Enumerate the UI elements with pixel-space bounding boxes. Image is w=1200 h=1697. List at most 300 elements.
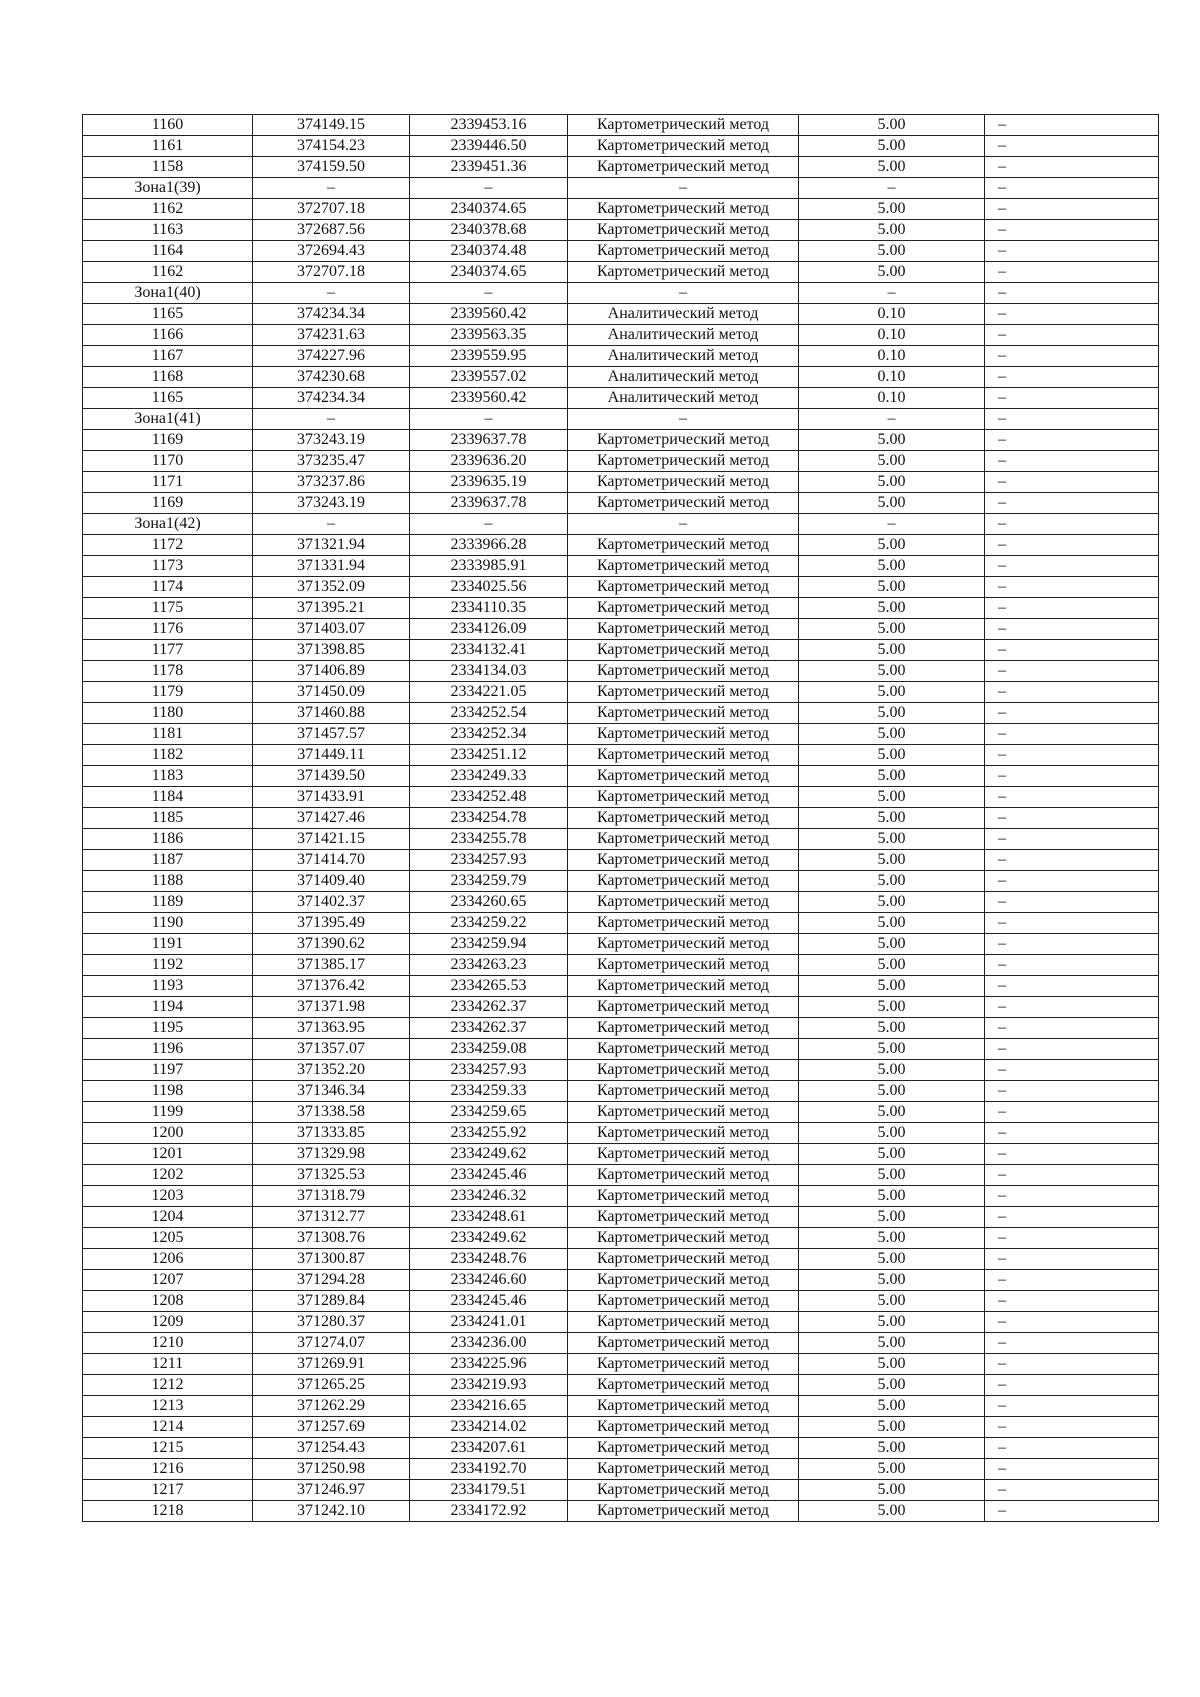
note-cell: – (985, 1417, 1159, 1438)
table-row (83, 1354, 1159, 1375)
method-cell: Картометрический метод (568, 997, 799, 1018)
zone-header-row (83, 514, 1159, 535)
note-cell: – (985, 682, 1159, 703)
y-coordinate-cell: 2334251.12 (410, 745, 568, 766)
y-coordinate-cell: 2339446.50 (410, 136, 568, 157)
accuracy-cell: 0.10 (799, 325, 985, 346)
table-row (83, 1375, 1159, 1396)
method-cell: Картометрический метод (568, 619, 799, 640)
y-coordinate-cell: 2334110.35 (410, 598, 568, 619)
point-number-cell: 1189 (83, 892, 253, 913)
accuracy-cell: 5.00 (799, 1291, 985, 1312)
table-row (83, 1396, 1159, 1417)
y-coordinate-cell: – (410, 283, 568, 304)
note-cell: – (985, 1354, 1159, 1375)
point-number-cell: Зона1(39) (83, 178, 253, 199)
point-number-cell: 1198 (83, 1081, 253, 1102)
point-number-cell: 1214 (83, 1417, 253, 1438)
point-number-cell: 1210 (83, 1333, 253, 1354)
y-coordinate-cell: 2339557.02 (410, 367, 568, 388)
point-number-cell: 1161 (83, 136, 253, 157)
note-cell: – (985, 1480, 1159, 1501)
method-cell: Картометрический метод (568, 157, 799, 178)
table-row (83, 1480, 1159, 1501)
point-number-cell: 1174 (83, 577, 253, 598)
point-number-cell: 1191 (83, 934, 253, 955)
table-row (83, 850, 1159, 871)
table-row (83, 1123, 1159, 1144)
y-coordinate-cell: 2334245.46 (410, 1165, 568, 1186)
point-number-cell: 1165 (83, 304, 253, 325)
method-cell: Картометрический метод (568, 535, 799, 556)
y-coordinate-cell: 2334236.00 (410, 1333, 568, 1354)
table-row (83, 388, 1159, 409)
table-row (83, 1018, 1159, 1039)
x-coordinate-cell: 371363.95 (253, 1018, 410, 1039)
x-coordinate-cell: 371449.11 (253, 745, 410, 766)
method-cell: Картометрический метод (568, 1165, 799, 1186)
method-cell: Картометрический метод (568, 640, 799, 661)
note-cell: – (985, 1291, 1159, 1312)
table-row (83, 157, 1159, 178)
point-number-cell: 1173 (83, 556, 253, 577)
table-row (83, 535, 1159, 556)
x-coordinate-cell: 371331.94 (253, 556, 410, 577)
accuracy-cell: – (799, 178, 985, 199)
table-row (83, 493, 1159, 514)
x-coordinate-cell: 371439.50 (253, 766, 410, 787)
note-cell: – (985, 1123, 1159, 1144)
x-coordinate-cell: 372707.18 (253, 262, 410, 283)
y-coordinate-cell: 2339451.36 (410, 157, 568, 178)
method-cell: Аналитический метод (568, 388, 799, 409)
note-cell: – (985, 157, 1159, 178)
table-row (83, 997, 1159, 1018)
method-cell: Картометрический метод (568, 1102, 799, 1123)
y-coordinate-cell: 2334241.01 (410, 1312, 568, 1333)
y-coordinate-cell: 2339637.78 (410, 430, 568, 451)
method-cell: Картометрический метод (568, 1333, 799, 1354)
note-cell: – (985, 1165, 1159, 1186)
accuracy-cell: 5.00 (799, 241, 985, 262)
y-coordinate-cell: 2339637.78 (410, 493, 568, 514)
y-coordinate-cell: 2334259.65 (410, 1102, 568, 1123)
accuracy-cell: 5.00 (799, 913, 985, 934)
accuracy-cell: 5.00 (799, 493, 985, 514)
table-row (83, 304, 1159, 325)
method-cell: Картометрический метод (568, 850, 799, 871)
table-row (83, 1039, 1159, 1060)
accuracy-cell: 5.00 (799, 262, 985, 283)
x-coordinate-cell: 373237.86 (253, 472, 410, 493)
x-coordinate-cell: 371414.70 (253, 850, 410, 871)
table-row (83, 262, 1159, 283)
table-row (83, 1249, 1159, 1270)
accuracy-cell: 5.00 (799, 745, 985, 766)
y-coordinate-cell: 2334262.37 (410, 1018, 568, 1039)
point-number-cell: 1217 (83, 1480, 253, 1501)
note-cell: – (985, 1144, 1159, 1165)
accuracy-cell: 5.00 (799, 1270, 985, 1291)
y-coordinate-cell: 2334249.62 (410, 1144, 568, 1165)
note-cell: – (985, 745, 1159, 766)
note-cell: – (985, 766, 1159, 787)
y-coordinate-cell: 2334207.61 (410, 1438, 568, 1459)
note-cell: – (985, 1312, 1159, 1333)
accuracy-cell: 5.00 (799, 451, 985, 472)
method-cell: Картометрический метод (568, 1291, 799, 1312)
accuracy-cell: 5.00 (799, 1249, 985, 1270)
point-number-cell: 1200 (83, 1123, 253, 1144)
y-coordinate-cell: 2334252.34 (410, 724, 568, 745)
point-number-cell: 1211 (83, 1354, 253, 1375)
method-cell: Картометрический метод (568, 1312, 799, 1333)
x-coordinate-cell: 371289.84 (253, 1291, 410, 1312)
table-row (83, 976, 1159, 997)
accuracy-cell: 5.00 (799, 1312, 985, 1333)
y-coordinate-cell: 2334254.78 (410, 808, 568, 829)
y-coordinate-cell: 2334248.76 (410, 1249, 568, 1270)
x-coordinate-cell: 371427.46 (253, 808, 410, 829)
method-cell: Картометрический метод (568, 115, 799, 136)
accuracy-cell: – (799, 283, 985, 304)
accuracy-cell: 5.00 (799, 640, 985, 661)
x-coordinate-cell: 371280.37 (253, 1312, 410, 1333)
table-row (83, 451, 1159, 472)
point-number-cell: 1186 (83, 829, 253, 850)
accuracy-cell: 5.00 (799, 1417, 985, 1438)
x-coordinate-cell: 371406.89 (253, 661, 410, 682)
accuracy-cell: 5.00 (799, 1354, 985, 1375)
table-row (83, 598, 1159, 619)
y-coordinate-cell: 2334225.96 (410, 1354, 568, 1375)
y-coordinate-cell: 2334246.60 (410, 1270, 568, 1291)
method-cell: – (568, 178, 799, 199)
x-coordinate-cell: 371257.69 (253, 1417, 410, 1438)
accuracy-cell: 5.00 (799, 850, 985, 871)
point-number-cell: 1187 (83, 850, 253, 871)
point-number-cell: 1196 (83, 1039, 253, 1060)
point-number-cell: 1169 (83, 430, 253, 451)
x-coordinate-cell: 374234.34 (253, 304, 410, 325)
note-cell: – (985, 304, 1159, 325)
y-coordinate-cell: 2339453.16 (410, 115, 568, 136)
point-number-cell: 1216 (83, 1459, 253, 1480)
note-cell: – (985, 556, 1159, 577)
point-number-cell: 1213 (83, 1396, 253, 1417)
y-coordinate-cell: 2339636.20 (410, 451, 568, 472)
note-cell: – (985, 514, 1159, 535)
note-cell: – (985, 451, 1159, 472)
method-cell: Картометрический метод (568, 1018, 799, 1039)
point-number-cell: 1160 (83, 115, 253, 136)
x-coordinate-cell: 371390.62 (253, 934, 410, 955)
table-row (83, 1102, 1159, 1123)
accuracy-cell: 5.00 (799, 1018, 985, 1039)
method-cell: Картометрический метод (568, 787, 799, 808)
point-number-cell: 1188 (83, 871, 253, 892)
accuracy-cell: 5.00 (799, 556, 985, 577)
method-cell: Картометрический метод (568, 1501, 799, 1522)
method-cell: Картометрический метод (568, 934, 799, 955)
y-coordinate-cell: 2334257.93 (410, 1060, 568, 1081)
x-coordinate-cell: 374154.23 (253, 136, 410, 157)
note-cell: – (985, 619, 1159, 640)
note-cell: – (985, 262, 1159, 283)
x-coordinate-cell: 371254.43 (253, 1438, 410, 1459)
table-row (83, 1333, 1159, 1354)
x-coordinate-cell: 371450.09 (253, 682, 410, 703)
note-cell: – (985, 472, 1159, 493)
y-coordinate-cell: 2334255.78 (410, 829, 568, 850)
zone-header-row (83, 283, 1159, 304)
method-cell: Картометрический метод (568, 1270, 799, 1291)
method-cell: – (568, 514, 799, 535)
note-cell: – (985, 199, 1159, 220)
note-cell: – (985, 598, 1159, 619)
accuracy-cell: 5.00 (799, 703, 985, 724)
y-coordinate-cell: 2333985.91 (410, 556, 568, 577)
accuracy-cell: 0.10 (799, 388, 985, 409)
table-row (83, 955, 1159, 976)
x-coordinate-cell: 371262.29 (253, 1396, 410, 1417)
point-number-cell: 1177 (83, 640, 253, 661)
x-coordinate-cell: 371300.87 (253, 1249, 410, 1270)
note-cell: – (985, 808, 1159, 829)
note-cell: – (985, 577, 1159, 598)
method-cell: Картометрический метод (568, 724, 799, 745)
y-coordinate-cell: 2334257.93 (410, 850, 568, 871)
x-coordinate-cell: 371269.91 (253, 1354, 410, 1375)
x-coordinate-cell: – (253, 409, 410, 430)
x-coordinate-cell: 371325.53 (253, 1165, 410, 1186)
method-cell: Картометрический метод (568, 136, 799, 157)
table-row (83, 1312, 1159, 1333)
x-coordinate-cell: 374227.96 (253, 346, 410, 367)
table-row (83, 1144, 1159, 1165)
method-cell: Картометрический метод (568, 1039, 799, 1060)
y-coordinate-cell: 2334265.53 (410, 976, 568, 997)
accuracy-cell: 5.00 (799, 1102, 985, 1123)
coordinates-table-body (83, 115, 1159, 1522)
point-number-cell: 1168 (83, 367, 253, 388)
accuracy-cell: 5.00 (799, 115, 985, 136)
table-row (83, 1438, 1159, 1459)
method-cell: Картометрический метод (568, 430, 799, 451)
y-coordinate-cell: 2334216.65 (410, 1396, 568, 1417)
x-coordinate-cell: – (253, 283, 410, 304)
note-cell: – (985, 724, 1159, 745)
table-row (83, 577, 1159, 598)
point-number-cell: 1179 (83, 682, 253, 703)
table-row (83, 1081, 1159, 1102)
x-coordinate-cell: 371457.57 (253, 724, 410, 745)
accuracy-cell: 5.00 (799, 1060, 985, 1081)
point-number-cell: 1201 (83, 1144, 253, 1165)
accuracy-cell: 5.00 (799, 1123, 985, 1144)
note-cell: – (985, 1207, 1159, 1228)
accuracy-cell: 5.00 (799, 220, 985, 241)
table-row (83, 346, 1159, 367)
accuracy-cell: 5.00 (799, 1396, 985, 1417)
x-coordinate-cell: 371403.07 (253, 619, 410, 640)
note-cell: – (985, 1018, 1159, 1039)
method-cell: Картометрический метод (568, 913, 799, 934)
accuracy-cell: 0.10 (799, 346, 985, 367)
method-cell: Картометрический метод (568, 976, 799, 997)
point-number-cell: 1166 (83, 325, 253, 346)
method-cell: Картометрический метод (568, 1081, 799, 1102)
point-number-cell: 1208 (83, 1291, 253, 1312)
x-coordinate-cell: 371242.10 (253, 1501, 410, 1522)
table-row (83, 1207, 1159, 1228)
y-coordinate-cell: 2334249.33 (410, 766, 568, 787)
x-coordinate-cell: 371460.88 (253, 703, 410, 724)
note-cell: – (985, 325, 1159, 346)
y-coordinate-cell: 2340374.65 (410, 199, 568, 220)
accuracy-cell: 5.00 (799, 871, 985, 892)
table-row (83, 913, 1159, 934)
method-cell: Картометрический метод (568, 1438, 799, 1459)
table-row (83, 367, 1159, 388)
method-cell: Картометрический метод (568, 871, 799, 892)
y-coordinate-cell: 2339560.42 (410, 388, 568, 409)
y-coordinate-cell: 2340378.68 (410, 220, 568, 241)
y-coordinate-cell: 2334259.08 (410, 1039, 568, 1060)
x-coordinate-cell: 371265.25 (253, 1375, 410, 1396)
method-cell: Картометрический метод (568, 1354, 799, 1375)
table-row (83, 1228, 1159, 1249)
accuracy-cell: 5.00 (799, 1333, 985, 1354)
accuracy-cell: 5.00 (799, 787, 985, 808)
note-cell: – (985, 178, 1159, 199)
method-cell: Картометрический метод (568, 451, 799, 472)
note-cell: – (985, 955, 1159, 976)
table-row (83, 1417, 1159, 1438)
x-coordinate-cell: 371338.58 (253, 1102, 410, 1123)
table-row (83, 1165, 1159, 1186)
y-coordinate-cell: 2334179.51 (410, 1480, 568, 1501)
x-coordinate-cell: 373243.19 (253, 430, 410, 451)
x-coordinate-cell: 371294.28 (253, 1270, 410, 1291)
x-coordinate-cell: 371398.85 (253, 640, 410, 661)
note-cell: – (985, 829, 1159, 850)
y-coordinate-cell: 2334134.03 (410, 661, 568, 682)
table-row (83, 682, 1159, 703)
method-cell: Аналитический метод (568, 367, 799, 388)
point-number-cell: 1185 (83, 808, 253, 829)
x-coordinate-cell: 371346.34 (253, 1081, 410, 1102)
accuracy-cell: 5.00 (799, 682, 985, 703)
table-row (83, 619, 1159, 640)
note-cell: – (985, 115, 1159, 136)
method-cell: Картометрический метод (568, 1480, 799, 1501)
note-cell: – (985, 892, 1159, 913)
method-cell: Картометрический метод (568, 892, 799, 913)
point-number-cell: Зона1(41) (83, 409, 253, 430)
note-cell: – (985, 346, 1159, 367)
y-coordinate-cell: 2334132.41 (410, 640, 568, 661)
point-number-cell: Зона1(42) (83, 514, 253, 535)
x-coordinate-cell: 372707.18 (253, 199, 410, 220)
y-coordinate-cell: 2334172.92 (410, 1501, 568, 1522)
x-coordinate-cell: 371246.97 (253, 1480, 410, 1501)
note-cell: – (985, 913, 1159, 934)
point-number-cell: 1209 (83, 1312, 253, 1333)
note-cell: – (985, 1060, 1159, 1081)
accuracy-cell: 5.00 (799, 472, 985, 493)
x-coordinate-cell: 371274.07 (253, 1333, 410, 1354)
accuracy-cell: 5.00 (799, 136, 985, 157)
accuracy-cell: 5.00 (799, 1228, 985, 1249)
x-coordinate-cell: 371376.42 (253, 976, 410, 997)
accuracy-cell: 5.00 (799, 1186, 985, 1207)
x-coordinate-cell: 371395.49 (253, 913, 410, 934)
accuracy-cell: 5.00 (799, 1480, 985, 1501)
point-number-cell: 1162 (83, 262, 253, 283)
point-number-cell: 1169 (83, 493, 253, 514)
note-cell: – (985, 1102, 1159, 1123)
note-cell: – (985, 1228, 1159, 1249)
method-cell: Картометрический метод (568, 1207, 799, 1228)
x-coordinate-cell: 371421.15 (253, 829, 410, 850)
zone-header-row (83, 178, 1159, 199)
table-row (83, 871, 1159, 892)
y-coordinate-cell: 2340374.65 (410, 262, 568, 283)
accuracy-cell: 5.00 (799, 808, 985, 829)
table-row (83, 892, 1159, 913)
note-cell: – (985, 409, 1159, 430)
y-coordinate-cell: 2334262.37 (410, 997, 568, 1018)
accuracy-cell: 5.00 (799, 1144, 985, 1165)
point-number-cell: 1205 (83, 1228, 253, 1249)
point-number-cell: 1207 (83, 1270, 253, 1291)
y-coordinate-cell: – (410, 514, 568, 535)
y-coordinate-cell: 2339563.35 (410, 325, 568, 346)
x-coordinate-cell: 372694.43 (253, 241, 410, 262)
note-cell: – (985, 283, 1159, 304)
accuracy-cell: 5.00 (799, 934, 985, 955)
zone-header-row (83, 409, 1159, 430)
accuracy-cell: 5.00 (799, 598, 985, 619)
method-cell: Картометрический метод (568, 1459, 799, 1480)
y-coordinate-cell: 2334260.65 (410, 892, 568, 913)
method-cell: Картометрический метод (568, 1375, 799, 1396)
y-coordinate-cell: 2334221.05 (410, 682, 568, 703)
accuracy-cell: 5.00 (799, 1081, 985, 1102)
accuracy-cell: – (799, 409, 985, 430)
y-coordinate-cell: 2339560.42 (410, 304, 568, 325)
table-row (83, 661, 1159, 682)
accuracy-cell: 5.00 (799, 976, 985, 997)
method-cell: Аналитический метод (568, 304, 799, 325)
x-coordinate-cell: 372687.56 (253, 220, 410, 241)
method-cell: Картометрический метод (568, 1417, 799, 1438)
accuracy-cell: 5.00 (799, 766, 985, 787)
method-cell: Картометрический метод (568, 1249, 799, 1270)
note-cell: – (985, 1039, 1159, 1060)
table-row (83, 220, 1159, 241)
point-number-cell: 1158 (83, 157, 253, 178)
table-row (83, 1459, 1159, 1480)
accuracy-cell: 5.00 (799, 619, 985, 640)
accuracy-cell: 5.00 (799, 1165, 985, 1186)
point-number-cell: 1172 (83, 535, 253, 556)
x-coordinate-cell: 371321.94 (253, 535, 410, 556)
accuracy-cell: 5.00 (799, 1501, 985, 1522)
accuracy-cell: 5.00 (799, 199, 985, 220)
x-coordinate-cell: 371409.40 (253, 871, 410, 892)
